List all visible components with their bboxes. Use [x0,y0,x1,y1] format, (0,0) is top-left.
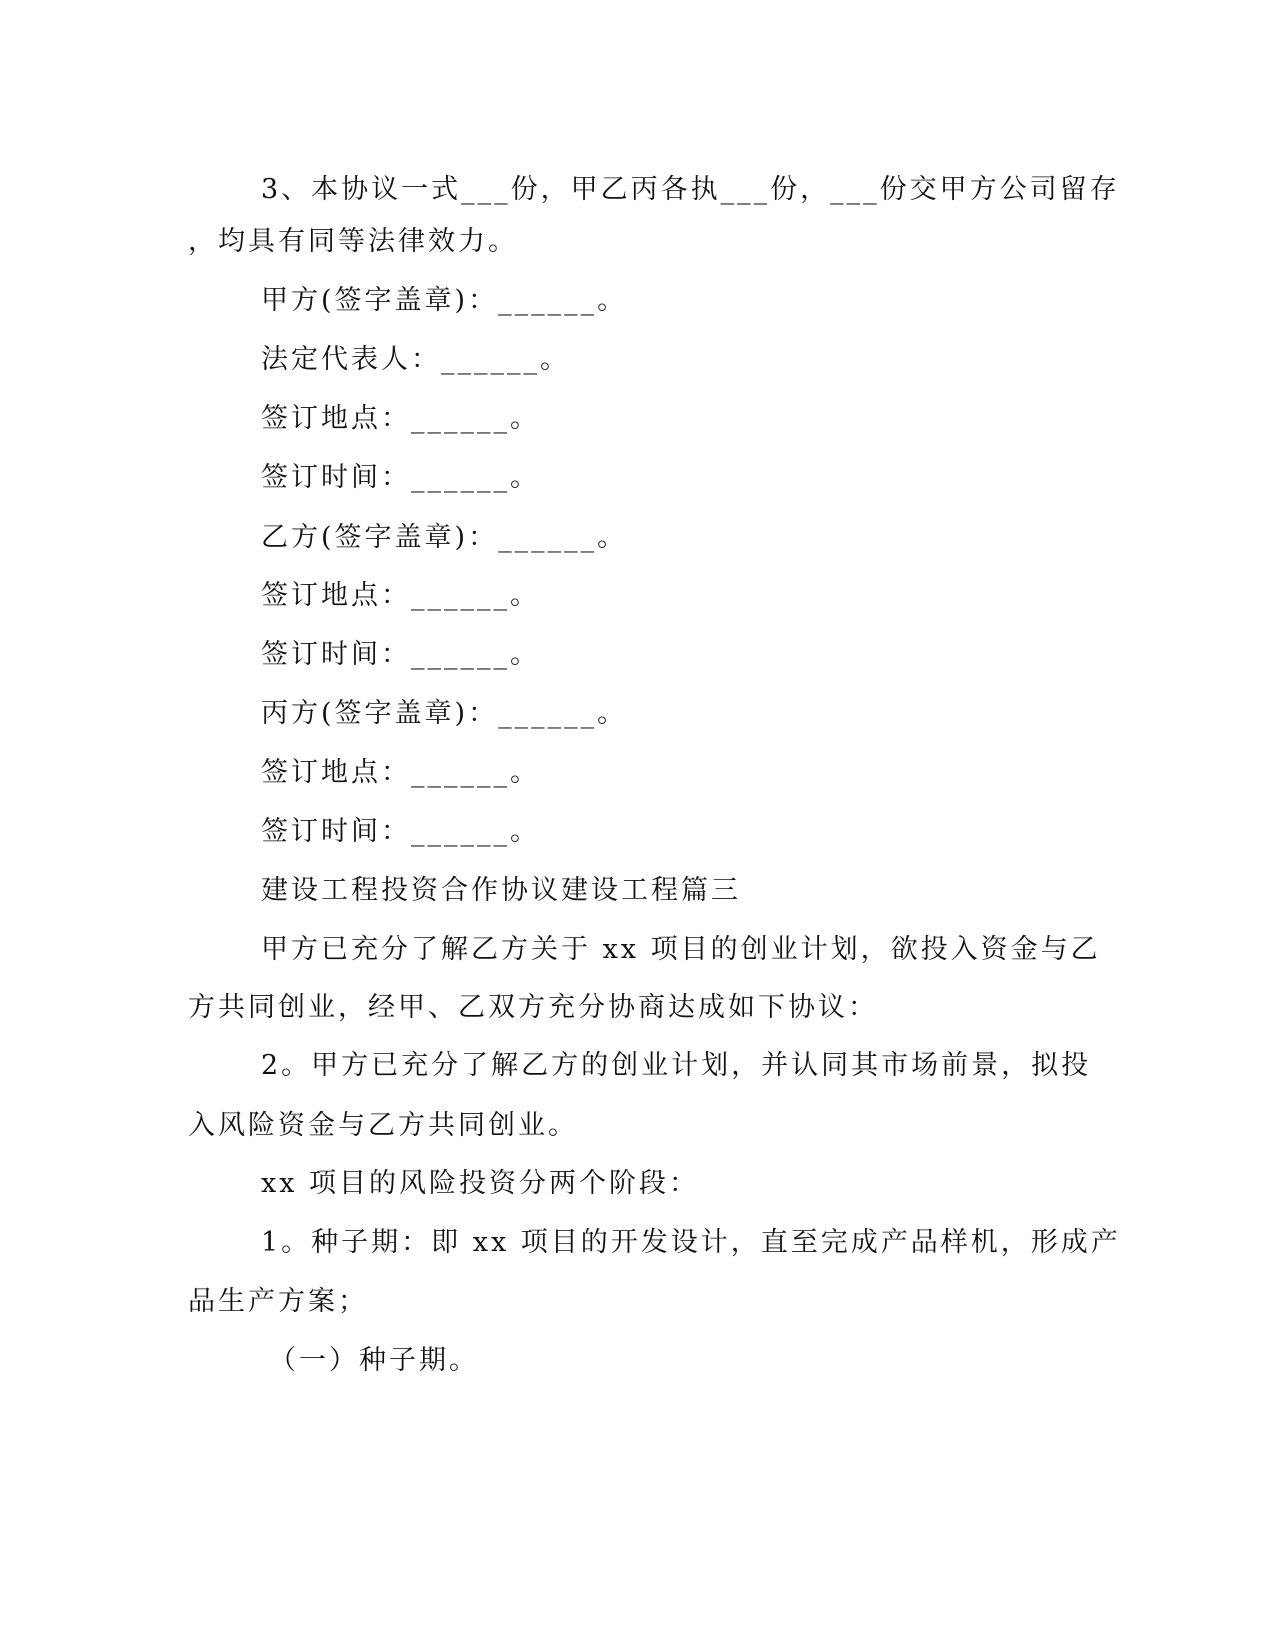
clause-2: 2。甲方已充分了解乙方的创业计划，并认同其市场前景，拟投 [261,1050,1092,1081]
clause-3-copies: 3、本协议一式___份，甲乙丙各执___份，___份交甲方公司留存 [261,174,1120,205]
section-heading: 建设工程投资合作协议建设工程篇三 [261,875,741,906]
party-b-signature: 乙方(签字盖章)：______。 [261,522,628,553]
investment-stages: xx 项目的风险投资分两个阶段： [261,1168,700,1199]
party-c-signature: 丙方(签字盖章)：______。 [261,698,628,729]
intro-paragraph: 甲方已充分了解乙方关于 xx 项目的创业计划，欲投入资金与乙 [261,934,1101,965]
party-c-signing-place: 签订地点：______。 [261,757,540,788]
party-c-signing-time: 签订时间：______。 [261,816,540,847]
stage-1-seed-continued: 品生产方案； [188,1286,368,1317]
intro-paragraph-continued: 方共同创业，经甲、乙双方充分协商达成如下协议： [188,992,878,1023]
subheading-seed-period: （一）种子期。 [269,1345,479,1376]
party-a-signing-time: 签订时间：______。 [261,462,540,493]
party-a-signing-place: 签订地点：______。 [261,403,540,434]
party-b-signing-time: 签订时间：______。 [261,639,540,670]
stage-1-seed: 1。种子期：即 xx 项目的开发设计，直至完成产品样机，形成产 [261,1227,1121,1258]
party-a-signature: 甲方(签字盖章)：______。 [261,285,628,316]
legal-representative: 法定代表人：______。 [261,344,570,375]
clause-2-continued: 入风险资金与乙方共同创业。 [188,1110,578,1141]
party-b-signing-place: 签订地点：______。 [261,580,540,611]
clause-3-copies-continued: ，均具有同等法律效力。 [188,226,518,257]
